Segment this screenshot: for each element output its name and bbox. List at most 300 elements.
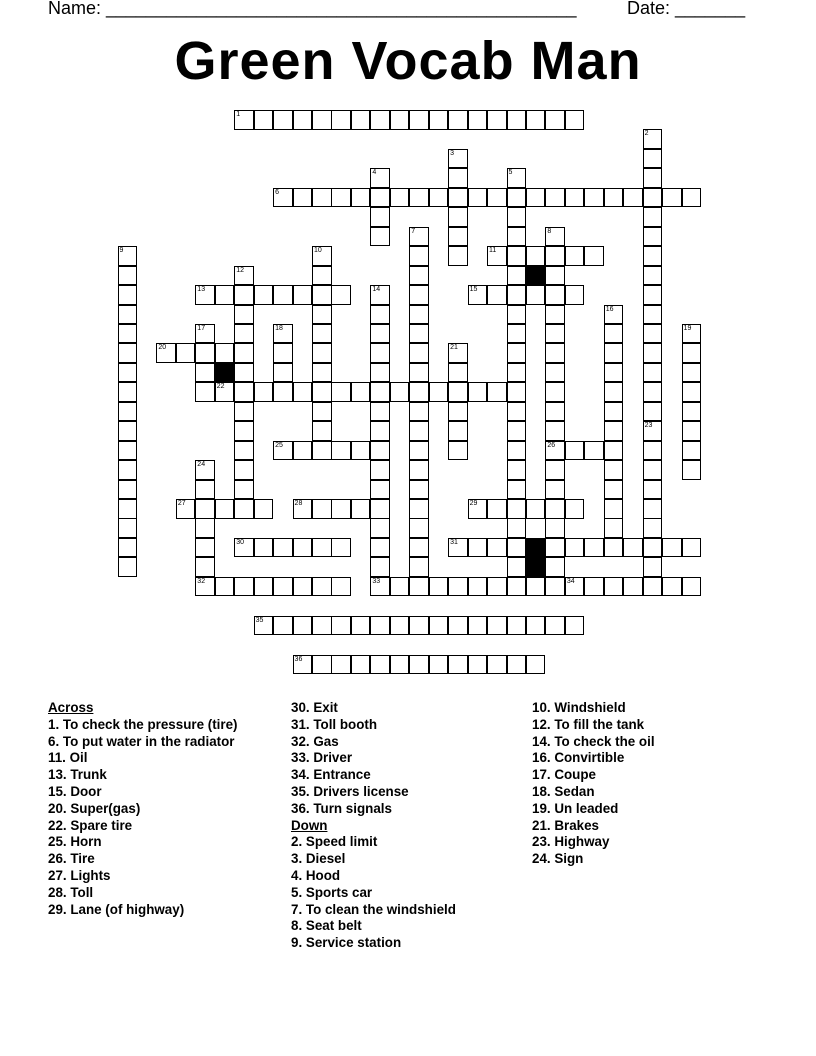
grid-cell[interactable] [429,655,449,675]
grid-cell[interactable] [662,188,682,208]
grid-cell[interactable] [312,499,332,519]
grid-cell[interactable] [604,382,624,402]
grid-cell[interactable] [604,421,624,441]
grid-cell[interactable] [370,227,390,247]
grid-cell[interactable] [370,305,390,325]
grid-cell[interactable] [448,149,468,169]
grid-cell[interactable] [429,382,449,402]
grid-cell[interactable] [293,538,313,558]
grid-cell[interactable] [370,421,390,441]
grid-cell[interactable] [487,616,507,636]
grid-cell[interactable] [526,577,546,597]
grid-cell[interactable] [409,538,429,558]
grid-cell[interactable] [604,518,624,538]
grid-cell[interactable] [565,285,585,305]
grid-cell[interactable] [234,285,254,305]
grid-cell[interactable] [468,616,488,636]
grid-cell[interactable] [370,285,390,305]
grid-cell[interactable] [351,441,371,461]
grid-cell[interactable] [293,441,313,461]
grid-cell[interactable] [643,557,663,577]
grid-cell[interactable] [293,577,313,597]
grid-cell[interactable] [118,382,138,402]
grid-cell[interactable] [293,616,313,636]
grid-cell[interactable] [545,421,565,441]
grid-cell[interactable] [487,285,507,305]
grid-cell[interactable] [643,324,663,344]
grid-cell[interactable] [118,441,138,461]
grid-cell[interactable] [118,363,138,383]
grid-cell[interactable] [448,382,468,402]
grid-cell[interactable] [545,616,565,636]
grid-cell[interactable] [234,421,254,441]
grid-cell[interactable] [331,538,351,558]
grid-cell[interactable] [234,402,254,422]
grid-cell[interactable] [234,499,254,519]
grid-cell[interactable] [468,285,488,305]
grid-cell[interactable] [234,110,254,130]
grid-cell[interactable] [331,499,351,519]
grid-cell[interactable] [409,324,429,344]
grid-cell[interactable] [526,499,546,519]
grid-cell[interactable] [215,382,235,402]
grid-cell[interactable] [604,343,624,363]
grid-cell[interactable] [409,363,429,383]
grid-cell[interactable] [643,168,663,188]
grid-cell[interactable] [604,363,624,383]
grid-cell[interactable] [487,655,507,675]
grid-cell[interactable] [682,188,702,208]
grid-cell[interactable] [487,577,507,597]
grid-cell[interactable] [331,616,351,636]
grid-cell[interactable] [195,538,215,558]
grid-cell[interactable] [234,343,254,363]
grid-cell[interactable] [370,343,390,363]
grid-cell[interactable] [448,577,468,597]
grid-cell[interactable] [507,480,527,500]
grid-cell[interactable] [682,577,702,597]
grid-cell[interactable] [604,538,624,558]
grid-cell[interactable] [487,110,507,130]
grid-cell[interactable] [273,441,293,461]
grid-cell[interactable] [273,188,293,208]
grid-cell[interactable] [195,499,215,519]
grid-cell[interactable] [507,168,527,188]
grid-cell[interactable] [468,499,488,519]
grid-cell[interactable] [254,499,274,519]
grid-cell[interactable] [507,402,527,422]
grid-cell[interactable] [409,460,429,480]
grid-cell[interactable] [176,343,196,363]
grid-cell[interactable] [448,402,468,422]
grid-cell[interactable] [254,285,274,305]
grid-cell[interactable] [118,518,138,538]
grid-cell[interactable] [312,655,332,675]
grid-cell[interactable] [507,655,527,675]
grid-cell[interactable] [331,188,351,208]
grid-cell[interactable] [234,266,254,286]
grid-cell[interactable] [370,207,390,227]
grid-cell[interactable] [195,343,215,363]
grid-cell[interactable] [234,441,254,461]
grid-cell[interactable] [429,616,449,636]
grid-cell[interactable] [584,441,604,461]
grid-cell[interactable] [370,363,390,383]
grid-cell[interactable] [448,188,468,208]
grid-cell[interactable] [409,246,429,266]
grid-cell[interactable] [643,285,663,305]
grid-cell[interactable] [409,305,429,325]
grid-cell[interactable] [254,382,274,402]
grid-cell[interactable] [545,557,565,577]
grid-cell[interactable] [565,246,585,266]
grid-cell[interactable] [409,616,429,636]
grid-cell[interactable] [351,188,371,208]
grid-cell[interactable] [273,343,293,363]
grid-cell[interactable] [118,285,138,305]
grid-cell[interactable] [370,110,390,130]
grid-cell[interactable] [584,188,604,208]
grid-cell[interactable] [623,577,643,597]
grid-cell[interactable] [409,421,429,441]
grid-cell[interactable] [526,285,546,305]
grid-cell[interactable] [312,246,332,266]
grid-cell[interactable] [409,402,429,422]
grid-cell[interactable] [234,538,254,558]
grid-cell[interactable] [507,188,527,208]
grid-cell[interactable] [545,227,565,247]
grid-cell[interactable] [565,110,585,130]
grid-cell[interactable] [273,110,293,130]
grid-cell[interactable] [409,343,429,363]
grid-cell[interactable] [682,324,702,344]
grid-cell[interactable] [429,577,449,597]
grid-cell[interactable] [507,460,527,480]
grid-cell[interactable] [273,538,293,558]
grid-cell[interactable] [195,480,215,500]
grid-cell[interactable] [370,499,390,519]
grid-cell[interactable] [195,518,215,538]
grid-cell[interactable] [118,402,138,422]
grid-cell[interactable] [195,577,215,597]
grid-cell[interactable] [293,499,313,519]
grid-cell[interactable] [273,577,293,597]
grid-cell[interactable] [156,343,176,363]
grid-cell[interactable] [448,616,468,636]
grid-cell[interactable] [254,616,274,636]
grid-cell[interactable] [643,441,663,461]
grid-cell[interactable] [643,188,663,208]
grid-cell[interactable] [507,227,527,247]
grid-cell[interactable] [526,110,546,130]
grid-cell[interactable] [312,616,332,636]
grid-cell[interactable] [195,382,215,402]
grid-cell[interactable] [254,577,274,597]
grid-cell[interactable] [118,305,138,325]
grid-cell[interactable] [370,538,390,558]
grid-cell[interactable] [526,616,546,636]
grid-cell[interactable] [604,402,624,422]
grid-cell[interactable] [370,382,390,402]
grid-cell[interactable] [507,499,527,519]
grid-cell[interactable] [195,324,215,344]
grid-cell[interactable] [370,480,390,500]
grid-cell[interactable] [507,382,527,402]
grid-cell[interactable] [643,149,663,169]
grid-cell[interactable] [118,557,138,577]
grid-cell[interactable] [487,538,507,558]
grid-cell[interactable] [312,382,332,402]
grid-cell[interactable] [293,382,313,402]
grid-cell[interactable] [409,480,429,500]
grid-cell[interactable] [370,557,390,577]
grid-cell[interactable] [643,421,663,441]
grid-cell[interactable] [409,577,429,597]
grid-cell[interactable] [448,168,468,188]
grid-cell[interactable] [118,480,138,500]
grid-cell[interactable] [584,246,604,266]
grid-cell[interactable] [429,110,449,130]
grid-cell[interactable] [351,655,371,675]
grid-cell[interactable] [195,557,215,577]
grid-cell[interactable] [195,363,215,383]
grid-cell[interactable] [643,246,663,266]
grid-cell[interactable] [234,460,254,480]
grid-cell[interactable] [448,343,468,363]
grid-cell[interactable] [370,518,390,538]
grid-cell[interactable] [331,655,351,675]
grid-cell[interactable] [643,227,663,247]
grid-cell[interactable] [545,343,565,363]
grid-cell[interactable] [682,402,702,422]
grid-cell[interactable] [448,538,468,558]
grid-cell[interactable] [293,285,313,305]
grid-cell[interactable] [409,285,429,305]
grid-cell[interactable] [390,616,410,636]
grid-cell[interactable] [468,655,488,675]
grid-cell[interactable] [351,110,371,130]
grid-cell[interactable] [507,441,527,461]
grid-cell[interactable] [507,285,527,305]
grid-cell[interactable] [370,577,390,597]
grid-cell[interactable] [545,324,565,344]
grid-cell[interactable] [507,110,527,130]
grid-cell[interactable] [409,655,429,675]
grid-cell[interactable] [507,305,527,325]
grid-cell[interactable] [526,655,546,675]
grid-cell[interactable] [234,305,254,325]
grid-cell[interactable] [507,421,527,441]
grid-cell[interactable] [215,285,235,305]
grid-cell[interactable] [215,343,235,363]
grid-cell[interactable] [643,382,663,402]
grid-cell[interactable] [448,227,468,247]
grid-cell[interactable] [351,499,371,519]
grid-cell[interactable] [623,188,643,208]
grid-cell[interactable] [545,110,565,130]
grid-cell[interactable] [507,363,527,383]
grid-cell[interactable] [448,110,468,130]
grid-cell[interactable] [545,363,565,383]
grid-cell[interactable] [545,441,565,461]
grid-cell[interactable] [312,305,332,325]
grid-cell[interactable] [526,246,546,266]
grid-cell[interactable] [448,421,468,441]
grid-cell[interactable] [682,382,702,402]
grid-cell[interactable] [487,382,507,402]
grid-cell[interactable] [565,188,585,208]
grid-cell[interactable] [390,382,410,402]
grid-cell[interactable] [370,655,390,675]
grid-cell[interactable] [545,402,565,422]
grid-cell[interactable] [370,188,390,208]
grid-cell[interactable] [351,382,371,402]
grid-cell[interactable] [448,246,468,266]
grid-cell[interactable] [545,266,565,286]
grid-cell[interactable] [662,577,682,597]
grid-cell[interactable] [351,616,371,636]
grid-cell[interactable] [409,382,429,402]
grid-cell[interactable] [643,207,663,227]
grid-cell[interactable] [682,460,702,480]
grid-cell[interactable] [507,616,527,636]
grid-cell[interactable] [448,441,468,461]
grid-cell[interactable] [234,363,254,383]
grid-cell[interactable] [370,616,390,636]
grid-cell[interactable] [118,460,138,480]
grid-cell[interactable] [643,538,663,558]
grid-cell[interactable] [409,518,429,538]
grid-cell[interactable] [643,266,663,286]
grid-cell[interactable] [409,441,429,461]
grid-cell[interactable] [409,557,429,577]
grid-cell[interactable] [604,577,624,597]
grid-cell[interactable] [118,343,138,363]
grid-cell[interactable] [215,499,235,519]
grid-cell[interactable] [118,324,138,344]
grid-cell[interactable] [118,499,138,519]
grid-cell[interactable] [215,577,235,597]
grid-cell[interactable] [682,343,702,363]
grid-cell[interactable] [312,441,332,461]
grid-cell[interactable] [390,188,410,208]
grid-cell[interactable] [682,363,702,383]
grid-cell[interactable] [370,402,390,422]
grid-cell[interactable] [507,207,527,227]
grid-cell[interactable] [643,577,663,597]
grid-cell[interactable] [312,324,332,344]
grid-cell[interactable] [643,363,663,383]
grid-cell[interactable] [273,382,293,402]
grid-cell[interactable] [507,577,527,597]
grid-cell[interactable] [409,266,429,286]
grid-cell[interactable] [584,538,604,558]
grid-cell[interactable] [487,188,507,208]
grid-cell[interactable] [507,557,527,577]
grid-cell[interactable] [507,538,527,558]
grid-cell[interactable] [118,246,138,266]
grid-cell[interactable] [565,538,585,558]
grid-cell[interactable] [448,655,468,675]
grid-cell[interactable] [604,324,624,344]
grid-cell[interactable] [312,363,332,383]
grid-cell[interactable] [312,188,332,208]
grid-cell[interactable] [507,266,527,286]
grid-cell[interactable] [507,246,527,266]
grid-cell[interactable] [195,285,215,305]
grid-cell[interactable] [409,227,429,247]
grid-cell[interactable] [409,110,429,130]
grid-cell[interactable] [526,188,546,208]
grid-cell[interactable] [507,343,527,363]
grid-cell[interactable] [565,499,585,519]
grid-cell[interactable] [254,110,274,130]
grid-cell[interactable] [545,382,565,402]
grid-cell[interactable] [604,188,624,208]
grid-cell[interactable] [545,246,565,266]
grid-cell[interactable] [565,577,585,597]
grid-cell[interactable] [565,616,585,636]
grid-cell[interactable] [331,285,351,305]
grid-cell[interactable] [273,363,293,383]
grid-cell[interactable] [682,421,702,441]
grid-cell[interactable] [623,538,643,558]
grid-cell[interactable] [293,655,313,675]
grid-cell[interactable] [312,343,332,363]
grid-cell[interactable] [545,518,565,538]
grid-cell[interactable] [507,518,527,538]
grid-cell[interactable] [468,538,488,558]
grid-cell[interactable] [370,324,390,344]
grid-cell[interactable] [409,188,429,208]
grid-cell[interactable] [370,460,390,480]
grid-cell[interactable] [643,499,663,519]
grid-cell[interactable] [370,441,390,461]
grid-cell[interactable] [468,382,488,402]
grid-cell[interactable] [545,480,565,500]
grid-cell[interactable] [312,402,332,422]
grid-cell[interactable] [390,655,410,675]
grid-cell[interactable] [118,266,138,286]
grid-cell[interactable] [643,129,663,149]
grid-cell[interactable] [604,305,624,325]
grid-cell[interactable] [118,538,138,558]
grid-cell[interactable] [468,110,488,130]
grid-cell[interactable] [234,577,254,597]
grid-cell[interactable] [643,402,663,422]
grid-cell[interactable] [545,285,565,305]
grid-cell[interactable] [565,441,585,461]
grid-cell[interactable] [487,246,507,266]
grid-cell[interactable] [312,110,332,130]
grid-cell[interactable] [545,460,565,480]
grid-cell[interactable] [604,460,624,480]
grid-cell[interactable] [468,188,488,208]
grid-cell[interactable] [273,616,293,636]
grid-cell[interactable] [643,305,663,325]
grid-cell[interactable] [254,538,274,558]
grid-cell[interactable] [487,499,507,519]
grid-cell[interactable] [312,421,332,441]
grid-cell[interactable] [118,421,138,441]
grid-cell[interactable] [643,343,663,363]
grid-cell[interactable] [682,538,702,558]
grid-cell[interactable] [545,188,565,208]
grid-cell[interactable] [370,168,390,188]
grid-cell[interactable] [643,480,663,500]
grid-cell[interactable] [604,480,624,500]
grid-cell[interactable] [312,577,332,597]
